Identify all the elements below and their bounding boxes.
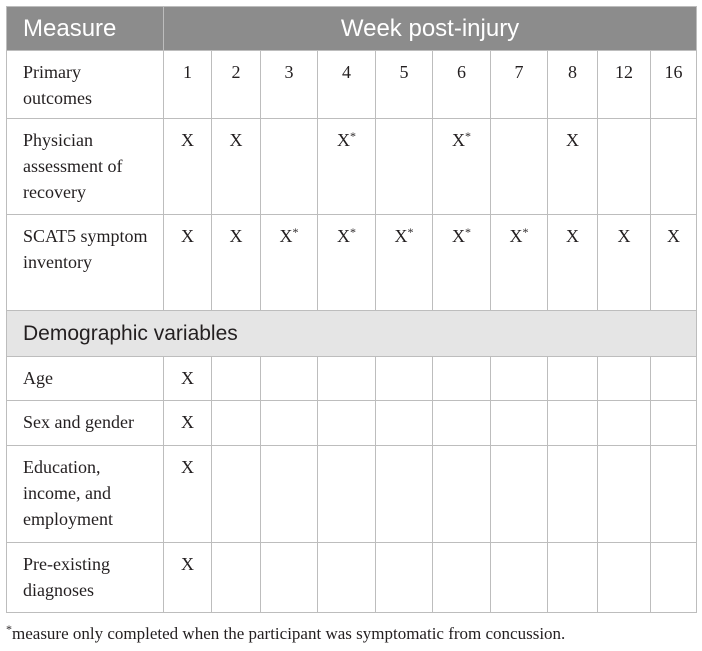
- mark-cell: X: [548, 119, 598, 215]
- mark-cell: [318, 543, 376, 613]
- mark-cell: [212, 543, 261, 613]
- mark-cell: [212, 357, 261, 401]
- mark-cell: [433, 119, 491, 215]
- mark-cell: [651, 401, 697, 446]
- asterisk-marker: *: [350, 129, 356, 143]
- week-number: 3: [261, 51, 318, 119]
- week-number: 16: [651, 51, 697, 119]
- row-label: SCAT5 symptom inventory: [7, 215, 164, 311]
- mark-cell: [376, 215, 433, 311]
- mark-cell: [261, 215, 318, 311]
- mark-cell: [548, 401, 598, 446]
- week-number: 7: [491, 51, 548, 119]
- mark-cell: X: [548, 215, 598, 311]
- mark-cell: [491, 543, 548, 613]
- asterisk-marker: *: [350, 225, 356, 239]
- week-header: Week post-injury: [164, 7, 697, 51]
- mark-x: X: [279, 226, 293, 246]
- scat5-row: [7, 215, 697, 311]
- week-number: 12: [598, 51, 651, 119]
- mark-cell: [376, 401, 433, 446]
- row-label: Age: [7, 357, 164, 401]
- mark-cell: [376, 446, 433, 543]
- row-label: Pre-existing diagnoses: [7, 543, 164, 613]
- footnote-text: measure only completed when the participant was symptomatic from concussion.: [12, 624, 566, 643]
- mark-cell: [318, 401, 376, 446]
- mark-cell: [261, 119, 318, 215]
- mark-cell: [212, 401, 261, 446]
- week-number: 8: [548, 51, 598, 119]
- mark-x: X: [337, 130, 350, 150]
- mark-cell: [491, 401, 548, 446]
- mark-cell: [598, 543, 651, 613]
- mark-cell: [598, 446, 651, 543]
- mark-cell: [433, 446, 491, 543]
- mark-cell: [651, 119, 697, 215]
- physician-assessment-row: [7, 119, 697, 215]
- mark-cell: [651, 446, 697, 543]
- asterisk-marker: *: [465, 129, 471, 143]
- measure-header: Measure: [7, 7, 164, 51]
- mark-cell: [598, 119, 651, 215]
- mark-cell: [318, 446, 376, 543]
- week-number: 6: [433, 51, 491, 119]
- mark-cell: [433, 215, 491, 311]
- mark-x: X: [452, 130, 465, 150]
- mark-cell: X: [164, 446, 212, 543]
- row-label: Physician assessment of recovery: [7, 119, 164, 215]
- mark-cell: [433, 543, 491, 613]
- education-row: [7, 446, 697, 543]
- mark-cell: [548, 543, 598, 613]
- primary-outcomes-row: [7, 51, 697, 119]
- mark-cell: [548, 446, 598, 543]
- age-row: [7, 357, 697, 401]
- asterisk-marker: *: [465, 225, 471, 239]
- mark-cell: [491, 119, 548, 215]
- mark-cell: [491, 357, 548, 401]
- mark-cell: X: [598, 215, 651, 311]
- schedule-table: [6, 6, 697, 613]
- week-number: 2: [212, 51, 261, 119]
- mark-cell: [261, 446, 318, 543]
- mark-x: X: [509, 226, 523, 246]
- mark-cell: [376, 543, 433, 613]
- mark-cell: [651, 543, 697, 613]
- mark-cell: [598, 357, 651, 401]
- week-number: 4: [318, 51, 376, 119]
- asterisk-marker: *: [522, 225, 529, 239]
- demographic-section-row: [7, 311, 697, 357]
- mark-x: X: [394, 226, 408, 246]
- mark-x: X: [337, 226, 350, 246]
- week-number: 1: [164, 51, 212, 119]
- asterisk-marker: *: [407, 225, 414, 239]
- footnote-symbol: *: [6, 622, 12, 636]
- mark-cell: [376, 357, 433, 401]
- mark-cell: [651, 357, 697, 401]
- row-label: Education, income, and employment: [7, 446, 164, 543]
- mark-cell: [491, 446, 548, 543]
- mark-cell: [261, 357, 318, 401]
- mark-cell: [548, 357, 598, 401]
- mark-cell: [491, 215, 548, 311]
- mark-cell: X: [212, 215, 261, 311]
- footnote: [6, 624, 565, 644]
- mark-cell: X: [164, 401, 212, 446]
- mark-cell: [318, 357, 376, 401]
- mark-cell: [376, 119, 433, 215]
- mark-cell: X: [164, 357, 212, 401]
- mark-cell: X: [212, 119, 261, 215]
- mark-cell: [318, 215, 376, 311]
- sex-gender-row: [7, 401, 697, 446]
- asterisk-marker: *: [292, 225, 299, 239]
- mark-cell: X: [164, 543, 212, 613]
- pre-existing-row: [7, 543, 697, 613]
- mark-cell: [433, 401, 491, 446]
- mark-cell: [261, 543, 318, 613]
- mark-x: X: [452, 226, 465, 246]
- primary-outcomes-label: Primary outcomes: [7, 51, 164, 119]
- mark-cell: X: [164, 215, 212, 311]
- mark-cell: [212, 446, 261, 543]
- mark-cell: [433, 357, 491, 401]
- mark-cell: X: [164, 119, 212, 215]
- mark-cell: [261, 401, 318, 446]
- week-number: 5: [376, 51, 433, 119]
- section-heading: Demographic variables: [7, 311, 697, 357]
- mark-cell: [598, 401, 651, 446]
- mark-cell: [318, 119, 376, 215]
- header-row: [7, 7, 697, 51]
- mark-cell: X: [651, 215, 697, 311]
- row-label: Sex and gender: [7, 401, 164, 446]
